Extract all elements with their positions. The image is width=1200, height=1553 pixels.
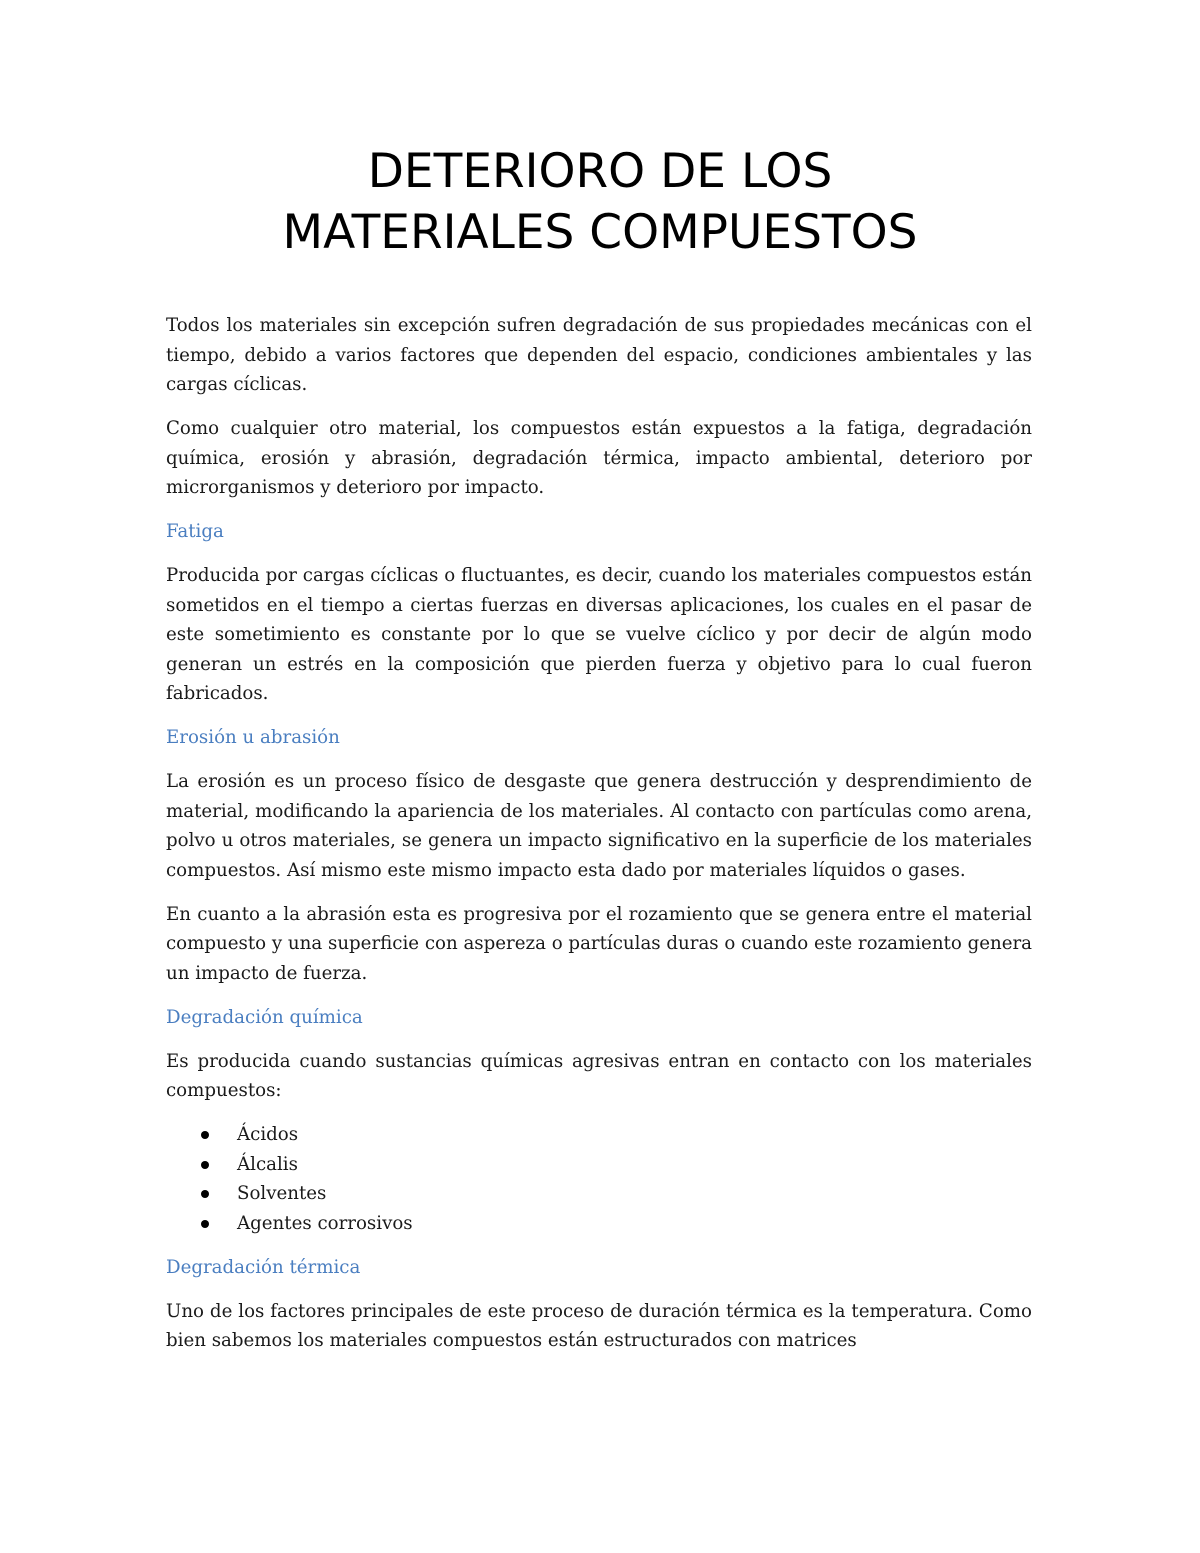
document-body [166, 311, 1032, 1370]
section-heading-erosion: Erosión u abrasión [166, 727, 340, 748]
list-item [166, 1120, 1032, 1150]
bullet-icon [201, 1190, 209, 1198]
intro-paragraph-2: Como cualquier otro material, los compuestos están expuestos a la fatiga, degradación química, erosión y abrasión, degradación térmica, impacto ambiental, deterioro por microrganismos y deterioro por impacto. [166, 418, 1032, 498]
document-title-line-1: DETERIORO DE LOS [367, 144, 833, 199]
fatiga-paragraph: Producida por cargas cíclicas o fluctuantes, es decir, cuando los materiales compuestos están sometidos en el tiempo a ciertas fuerzas en diversas aplicaciones, los cuales en el pasar de este sometimiento es constante por lo que se vuelve cíclico y por decir de algún modo generan un estrés en la composición que pierden fuerza y objetivo para lo cual fueron fabricados. [166, 565, 1032, 704]
section-heading-fatiga: Fatiga [166, 521, 224, 542]
degradacion-termica-paragraph: Uno de los factores principales de este proceso de duración térmica es la temperatura. Como bien sabemos los materiales compuestos están estructurados con matrices [166, 1300, 1032, 1351]
list-item-label: Álcalis [237, 1153, 298, 1175]
section-heading-degradacion-quimica: Degradación química [166, 1006, 363, 1028]
bullet-icon [201, 1131, 209, 1139]
intro-paragraph-1: Todos los materiales sin excepción sufren degradación de sus propiedades mecánicas con el tiempo, debido a varios factores que dependen del espacio, condiciones ambientales y las cargas cíclicas. [166, 315, 1032, 395]
bullet-icon [201, 1161, 209, 1169]
chemical-agents-list [166, 1120, 1032, 1238]
degradacion-quimica-paragraph: Es producida cuando sustancias químicas agresivas entran en contacto con los materiales compuestos: [166, 1050, 1032, 1101]
list-item-label: Ácidos [237, 1124, 299, 1145]
list-item-label: Agentes corrosivos [237, 1212, 413, 1234]
bullet-icon [201, 1220, 209, 1228]
list-item-label: Solventes [237, 1183, 327, 1204]
document-title-line-2: MATERIALES COMPUESTOS [282, 205, 918, 260]
document-title [150, 141, 1050, 263]
section-heading-degradacion-termica: Degradación térmica [166, 1256, 361, 1278]
erosion-paragraph-2: En cuanto a la abrasión esta es progresiva por el rozamiento que se genera entre el material compuesto y una superficie con aspereza o partículas duras o cuando este rozamiento genera un impacto de fuerza. [166, 903, 1032, 984]
list-item [166, 1179, 1032, 1209]
erosion-paragraph-1: La erosión es un proceso físico de desgaste que genera destrucción y desprendimiento de material, modificando la apariencia de los materiales. Al contacto con partículas como arena, polvo u otros materiales, se genera un impacto significativo en la superficie de los materiales compuestos. Así mismo este mismo impacto esta dado por materiales líquidos o gases. [166, 771, 1032, 881]
list-item [166, 1209, 1032, 1239]
list-item [166, 1150, 1032, 1180]
